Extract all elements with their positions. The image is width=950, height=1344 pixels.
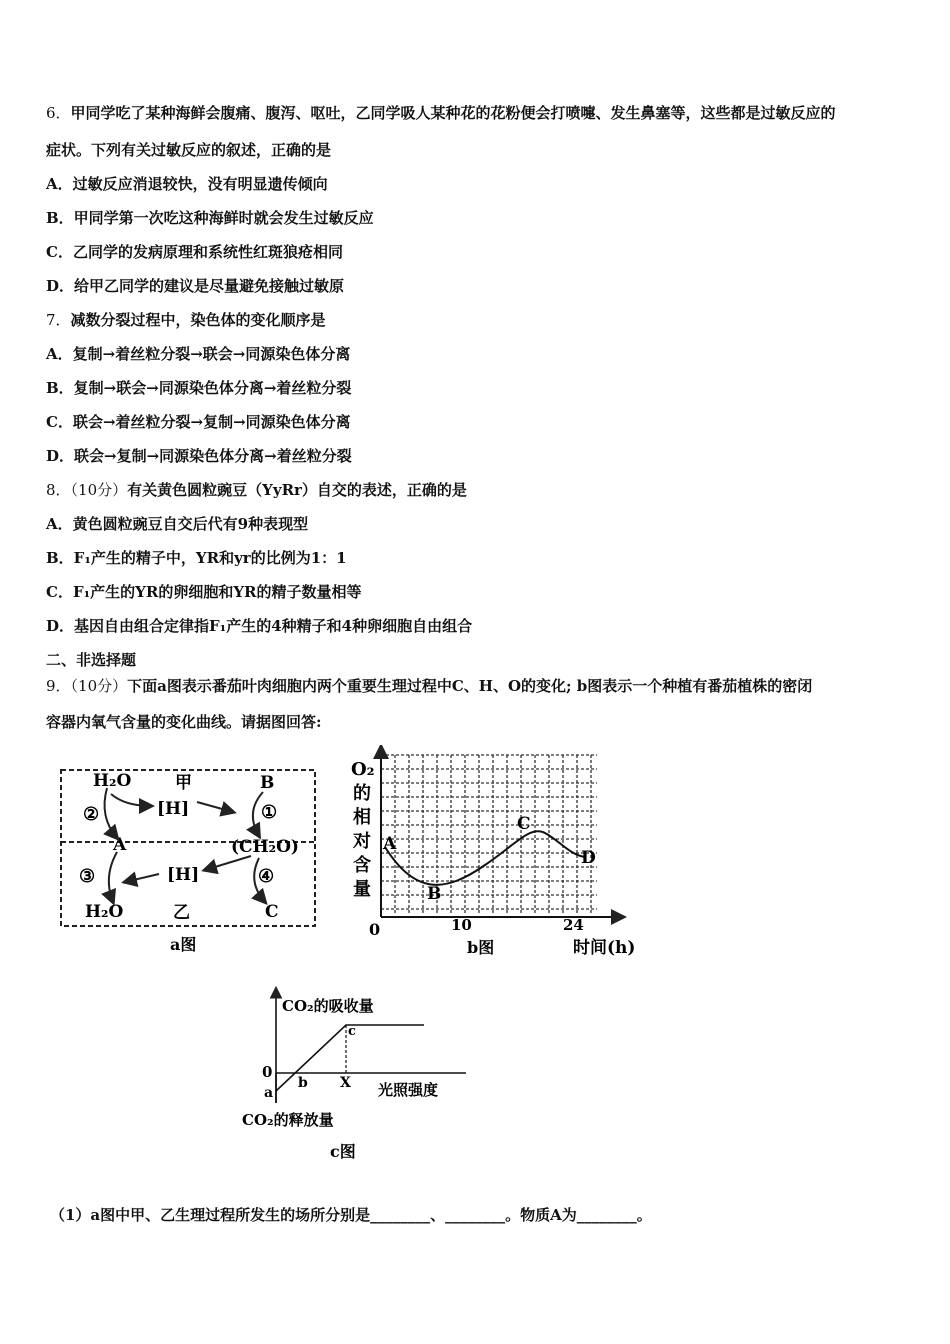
fig-a-arrow-h-to-ch2o: [197, 802, 233, 812]
figure-b: [345, 745, 650, 965]
fig-c-c: c: [348, 1024, 356, 1039]
q9-subquestion-1: （1）a图中甲、乙生理过程所发生的场所分别是________、________。物质A为________。: [50, 1206, 652, 1224]
q8-option-d: D．基因自由组合定律指F₁产生的4种精子和4种卵细胞自由组合: [46, 617, 473, 635]
fig-b-point-d: D: [581, 848, 596, 868]
q8-score: （10分）: [70, 481, 128, 499]
q6-stem-line2: 症状。下列有关过敏反应的叙述，正确的是: [46, 141, 332, 159]
fig-a-a: A: [113, 835, 127, 855]
fig-b-caption: b图: [467, 938, 495, 957]
q9-number: 9．: [46, 677, 71, 695]
fig-b-ylabel-char3: 相: [353, 807, 371, 828]
q8-option-b: B．F₁产生的精子中，YR和yr的比例为1：1: [46, 549, 347, 567]
fig-b-curve: [385, 831, 585, 885]
fig-a-c: C: [265, 902, 279, 922]
q7-option-c: C．联会→着丝粒分裂→复制→同源染色体分离: [46, 413, 351, 431]
q8-stem: [46, 480, 467, 500]
q9-stem-line1: [46, 676, 812, 696]
q7-number: 7．: [46, 311, 71, 329]
fig-c-ylabel-top: CO₂的吸收量: [282, 997, 374, 1015]
fig-c-a: a: [264, 1085, 274, 1101]
fig-c-caption: c图: [330, 1142, 356, 1161]
q9-text1: 下面a图表示番茄叶肉细胞内两个重要生理过程中C、H、O的变化; b图表示一个种植有番茄植株的密闭: [127, 677, 813, 695]
fig-b-ylabel-char2: 的: [353, 783, 371, 804]
fig-b-ylabel-o2: O₂: [351, 759, 375, 780]
q7-stem: [46, 310, 326, 330]
fig-c-ylabel-bottom: CO₂的释放量: [242, 1111, 334, 1129]
q6-number: 6．: [46, 104, 71, 122]
fig-a-arrow-h2o-to-a: [105, 788, 117, 838]
fig-c-x: X: [340, 1075, 351, 1091]
figure-a: [55, 762, 325, 962]
q7-option-d: D．联会→复制→同源染色体分离→着丝粒分裂: [46, 447, 352, 465]
section-heading: 二、非选择题: [46, 651, 137, 669]
q7-text: 减数分裂过程中，染色体的变化顺序是: [70, 311, 326, 329]
fig-b-ylabel-char5: 含: [353, 855, 371, 876]
fig-a-arrow-h2o-to-h: [111, 794, 151, 806]
fig-a-h2o-top: H₂O: [93, 771, 132, 791]
q7-option-a: A．复制→着丝粒分裂→联会→同源染色体分离: [46, 345, 351, 363]
q8-number: 8．: [46, 481, 71, 499]
fig-a-yi: 乙: [173, 903, 190, 923]
fig-a-arrow-ch2o-to-h: [205, 856, 251, 870]
fig-a-ch2o: (CH₂O): [231, 837, 299, 857]
fig-a-circle2: ②: [83, 804, 100, 825]
fig-a-circle4: ④: [258, 866, 275, 887]
q6-option-d: D．给甲乙同学的建议是尽量避免接触过敏原: [46, 277, 345, 295]
fig-b-grid: [381, 755, 597, 915]
fig-b-tick-10: 10: [451, 916, 472, 934]
figure-c: [240, 985, 470, 1165]
q6-text1: 甲同学吃了某种海鲜会腹痛、腹泻、呕吐，乙同学吸人某种花的花粉便会打喷嚏、发生鼻塞等，这些都是过敏反应的: [70, 104, 836, 122]
q8-option-a: A．黄色圆粒豌豆自交后代有9种表现型: [46, 515, 309, 533]
q9-stem-line2: 容器内氧气含量的变化曲线。请据图回答:: [46, 713, 322, 731]
fig-a-caption: a图: [170, 935, 197, 954]
fig-a-h-bottom: [H]: [167, 865, 200, 885]
fig-a-arrow-h-to-h2o: [125, 874, 159, 882]
q6-option-a: A．过敏反应消退较快，没有明显遗传倾向: [46, 175, 328, 193]
fig-a-circle1: ①: [261, 802, 278, 823]
fig-b-tick-24: 24: [563, 916, 584, 934]
q6-stem-line1: [46, 103, 836, 123]
fig-a-circle3: ③: [79, 866, 96, 887]
fig-a-h-top: [H]: [157, 799, 190, 819]
fig-b-origin: 0: [369, 920, 381, 939]
fig-b-point-a: A: [383, 834, 397, 854]
fig-a-jia: 甲: [175, 773, 192, 793]
q9-score: （10分）: [70, 677, 128, 695]
fig-b-xlabel: 时间(h): [573, 938, 636, 958]
fig-b-ylabel-char6: 量: [353, 879, 371, 900]
fig-a-h2o-bottom: H₂O: [85, 902, 124, 922]
fig-c-xlabel: 光照强度: [378, 1081, 439, 1099]
fig-b-point-b: B: [427, 884, 442, 904]
q8-text: 有关黄色圆粒豌豆（YyRr）自交的表述，正确的是: [127, 481, 467, 499]
fig-b-ylabel-char4: 对: [353, 831, 371, 852]
q7-option-b: B．复制→联会→同源染色体分离→着丝粒分裂: [46, 379, 352, 397]
q6-option-b: B．甲同学第一次吃这种海鲜时就会发生过敏反应: [46, 209, 374, 227]
fig-c-b: b: [298, 1075, 308, 1091]
fig-a-b: B: [260, 773, 275, 793]
fig-b-point-c: C: [517, 814, 531, 834]
fig-c-zero: 0: [262, 1063, 273, 1081]
q8-option-c: C．F₁产生的YR的卵细胞和YR的精子数量相等: [46, 583, 362, 601]
q6-option-c: C．乙同学的发病原理和系统性红斑狼疮相同: [46, 243, 343, 261]
fig-a-arrow-a-to-h2o: [109, 852, 117, 902]
